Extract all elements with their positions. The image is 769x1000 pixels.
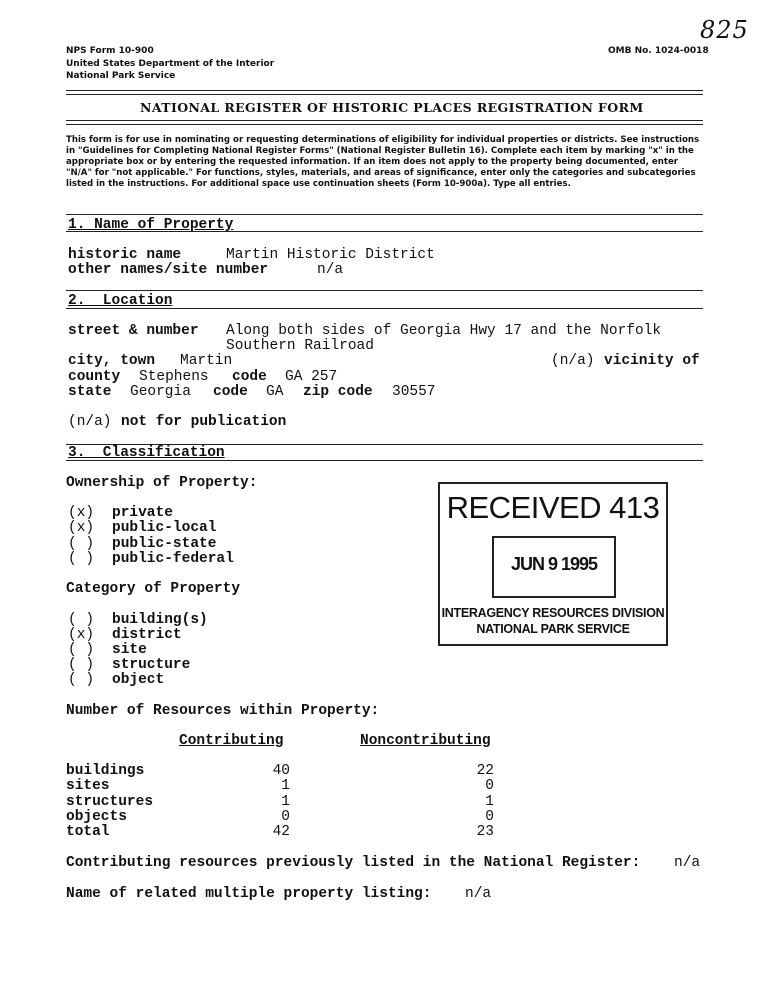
form-number: NPS Form 10-900: [66, 46, 154, 56]
state-value: Georgia: [130, 384, 191, 400]
stamp-date-box: [492, 536, 616, 598]
resource-contributing-structures: 1: [281, 794, 290, 810]
other-names-value: n/a: [317, 262, 344, 278]
form-title: NATIONAL REGISTER OF HISTORIC PLACES REGISTRATION FORM: [140, 100, 644, 115]
section1-rule-bottom: [66, 231, 703, 232]
resource-name-structures: structures: [66, 794, 154, 810]
street-label: street & number: [68, 323, 199, 339]
resource-name-buildings: buildings: [66, 763, 145, 779]
agency-line-1: United States Department of the Interior: [66, 59, 275, 69]
category-label: Category of Property: [66, 581, 241, 597]
city-label: city, town: [68, 353, 156, 369]
omb-number: OMB No. 1024-0018: [608, 46, 709, 56]
category-label-structure: structure: [112, 657, 191, 673]
publication-mark: (n/a): [68, 414, 112, 430]
ownership-label-public-federal: public-federal: [112, 551, 234, 567]
ownership-label-private: private: [112, 505, 173, 521]
city-value: Martin: [180, 353, 233, 369]
section3-heading: 3. Classification: [68, 445, 225, 461]
category-label-buildings: building(s): [112, 612, 208, 628]
category-label-site: site: [112, 642, 147, 658]
stamp-division: INTERAGENCY RESOURCES DIVISION: [441, 606, 665, 620]
resource-contributing-sites: 1: [281, 778, 290, 794]
col-noncontributing: Noncontributing: [360, 733, 491, 749]
resource-noncontributing-sites: 0: [485, 778, 494, 794]
instructions: This form is for use in nominating or requesting determinations of eligibility for individual properties or districts. See instructions in "Guidelines for Completing National Register Forms" (National Register Bulletin 16). Complete each item by marking "x" in the appropriate box or by entering the requested information. If an item does not apply to the property being documented, enter "N/A" for "not applicable." For functions, styles, materials, and areas of significance, enter only the categories and subcategories listed in the instructions. For additional space use continuation sheets (Form 10-900a). Type all entries.: [66, 135, 700, 189]
category-label-object: object: [112, 672, 165, 688]
title-rule-top: [66, 90, 703, 91]
ownership-mark-public-local: (x): [68, 520, 95, 536]
ownership-label-public-state: public-state: [112, 536, 217, 552]
section3-rule-bottom: [66, 460, 703, 461]
resource-noncontributing-total: 23: [476, 824, 494, 840]
handwritten-page-number: 825: [700, 16, 749, 44]
other-names-label: other names/site number: [68, 262, 269, 278]
stamp-service: NATIONAL PARK SERVICE: [476, 622, 630, 636]
vicinity-label: vicinity of: [604, 353, 700, 369]
category-mark-site: ( ): [68, 642, 95, 658]
ownership-mark-public-state: ( ): [68, 536, 95, 552]
resources-label: Number of Resources within Property:: [66, 703, 380, 719]
ownership-label: Ownership of Property:: [66, 475, 258, 491]
street-value-line2: Southern Railroad: [226, 338, 374, 354]
category-mark-object: ( ): [68, 672, 95, 688]
col-contributing: Contributing: [179, 733, 284, 749]
ownership-mark-private: (x): [68, 505, 95, 521]
historic-name-value: Martin Historic District: [226, 247, 435, 263]
resource-noncontributing-objects: 0: [485, 809, 494, 825]
section2-rule-top: [66, 290, 703, 291]
county-label: county: [68, 369, 121, 385]
publication-label: not for publication: [121, 414, 287, 430]
zip-label: zip code: [303, 384, 373, 400]
category-mark-district: (x): [68, 627, 95, 643]
county-value: Stephens: [139, 369, 209, 385]
related-listing-value: n/a: [465, 886, 492, 902]
category-mark-buildings: ( ): [68, 612, 95, 628]
stamp-received-text: RECEIVED 413: [446, 490, 660, 525]
section1-heading: 1. Name of Property: [68, 217, 234, 233]
county-code-value: GA 257: [285, 369, 338, 385]
resource-name-objects: objects: [66, 809, 127, 825]
resource-noncontributing-structures: 1: [485, 794, 494, 810]
agency-line-2: National Park Service: [66, 71, 176, 81]
resource-name-sites: sites: [66, 778, 110, 794]
title-rule-bottom-2: [66, 124, 703, 125]
previously-listed-value: n/a: [674, 855, 701, 871]
ownership-mark-public-federal: ( ): [68, 551, 95, 567]
state-code-value: GA: [266, 384, 284, 400]
state-code-label: code: [213, 384, 248, 400]
section2-heading: 2. Location: [68, 293, 173, 309]
title-rule-bottom: [66, 120, 703, 121]
resource-contributing-total: 42: [272, 824, 290, 840]
ownership-label-public-local: public-local: [112, 520, 217, 536]
section1-rule-top: [66, 214, 703, 215]
category-mark-structure: ( ): [68, 657, 95, 673]
stamp-date: JUN 9 1995: [510, 554, 598, 574]
section2-rule-bottom: [66, 308, 703, 309]
resource-contributing-buildings: 40: [272, 763, 290, 779]
resource-noncontributing-buildings: 22: [476, 763, 494, 779]
resource-contributing-objects: 0: [281, 809, 290, 825]
zip-value: 30557: [392, 384, 436, 400]
historic-name-label: historic name: [68, 247, 182, 263]
category-label-district: district: [112, 627, 182, 643]
state-label: state: [68, 384, 112, 400]
title-rule-top-2: [66, 94, 703, 95]
vicinity-mark: (n/a): [551, 353, 595, 369]
received-stamp: [438, 482, 668, 646]
county-code-label: code: [232, 369, 267, 385]
previously-listed-label: Contributing resources previously listed in the National Register:: [66, 855, 641, 871]
resource-name-total: total: [66, 824, 110, 840]
related-listing-label: Name of related multiple property listing:: [66, 886, 432, 902]
street-value-line1: Along both sides of Georgia Hwy 17 and the Norfolk: [226, 323, 662, 339]
